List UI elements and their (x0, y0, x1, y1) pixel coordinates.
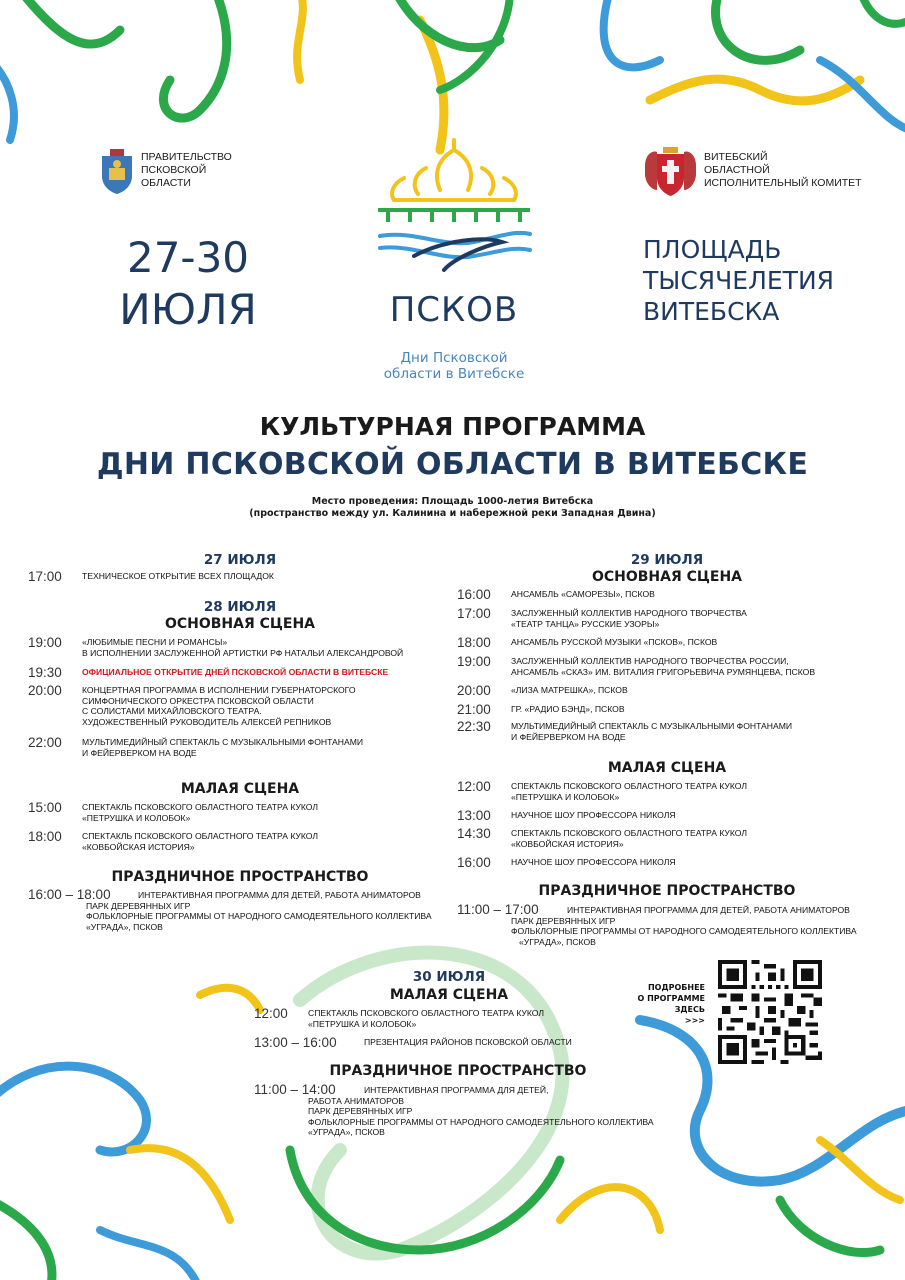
day-heading-29: 29 ИЮЛЯ (630, 552, 704, 568)
schedule-item: 16:00 – 18:00 ИНТЕРАКТИВНАЯ ПРОГРАММА ДЛЯ ДЕТЕЙ, РАБОТА АНИМАТОРОВ ПАРК ДЕРЕВЯННЫХ ИГР ФОЛЬКЛОРНЫЕ ПРОГРАММЫ ОТ НАРОДНОГО САМОДЕЯТЕЛЬНОГО КОЛЛЕКТИВА «УГРАДА», ПСКОВ (28, 887, 432, 932)
ribbon-yellow (200, 988, 260, 1010)
schedule-item: 12:00 СПЕКТАКЛЬ ПСКОВСКОГО ОБЛАСТНОГО ТЕАТРА КУКОЛ «ПЕТРУШКА И КОЛОБОК» (457, 779, 748, 802)
ribbon-green (780, 1200, 880, 1253)
main-stage-heading: ОСНОВНАЯ СЦЕНА (591, 569, 743, 585)
logo-wordmark: ПСКОВ (389, 290, 519, 330)
schedule-item: 11:00 – 14:00 ИНТЕРАКТИВНАЯ ПРОГРАММА ДЛЯ ДЕТЕЙ, РАБОТА АНИМАТОРОВ ПАРК ДЕРЕВЯННЫХ ИГР ФОЛЬКЛОРНЫЕ ПРОГРАММЫ ОТ НАРОДНОГО САМОДЕЯТЕЛЬНОГО КОЛЛЕКТИВА «УГРАДА», ПСКОВ (254, 1082, 654, 1137)
schedule-item: 11:00 – 17:00 ИНТЕРАКТИВНАЯ ПРОГРАММА ДЛЯ ДЕТЕЙ, РАБОТА АНИМАТОРОВ ПАРК ДЕРЕВЯННЫХ ИГР ФОЛЬКЛОРНЫЕ ПРОГРАММЫ ОТ НАРОДНОГО САМОДЕЯТЕЛЬНОГО КОЛЛЕКТИВА «УГРАДА», ПСКОВ (457, 902, 857, 947)
ribbon-blue (0, 1066, 146, 1152)
small-stage-heading: МАЛАЯ СЦЕНА (389, 987, 509, 1003)
venue-info: Место проведения: Площадь 1000-летия Витебска (пространство между ул. Калинина и набережной реки Западная Двина) (249, 496, 656, 519)
ribbon-green (0, 1200, 52, 1280)
festive-space-heading: ПРАЗДНИЧНОЕ ПРОСТРАНСТВО (111, 869, 369, 885)
right-organization-name: ВИТЕБСКИЙ ОБЛАСТНОЙ ИСПОЛНИТЕЛЬНЫЙ КОМИТЕТ (704, 151, 862, 189)
ribbon-yellow (820, 1140, 900, 1200)
schedule-item: 21:00 ГР. «РАДИО БЭНД», ПСКОВ (457, 702, 625, 717)
schedule-item: 12:00 СПЕКТАКЛЬ ПСКОВСКОГО ОБЛАСТНОГО ТЕАТРА КУКОЛ «ПЕТРУШКА И КОЛОБОК» (254, 1006, 545, 1029)
ribbon-yellow (297, 0, 303, 80)
program-title: КУЛЬТУРНАЯ ПРОГРАММА (259, 412, 646, 441)
schedule-item: 16:00 НАУЧНОЕ ШОУ ПРОФЕССОРА НИКОЛЯ (457, 855, 676, 870)
schedule-item-highlight: 19:30 ОФИЦИАЛЬНОЕ ОТКРЫТИЕ ДНЕЙ ПСКОВСКОЙ ОБЛАСТИ В ВИТЕБСКЕ (28, 665, 389, 680)
ribbon-yellow (560, 1187, 660, 1230)
day-heading-28: 28 ИЮЛЯ (203, 599, 277, 615)
pskov-region-emblem-icon (100, 148, 134, 194)
qr-caption: ПОДРОБНЕЕ О ПРОГРАММЕ ЗДЕСЬ >>> (637, 983, 705, 1025)
festive-space-heading: ПРАЗДНИЧНОЕ ПРОСТРАНСТВО (538, 883, 796, 899)
ribbon-blue (100, 1230, 200, 1280)
ribbon-green (715, 0, 800, 60)
ribbon-yellow (130, 1148, 230, 1220)
schedule-item: 19:00 ЗАСЛУЖЕННЫЙ КОЛЛЕКТИВ НАРОДНОГО ТВОРЧЕСТВА РОССИИ, АНСАМБЛЬ «СКАЗ» ИМ. ВИТАЛИЯ ГРИГОРЬЕВИЧА РУМЯНЦЕВА, ПСКОВ (457, 654, 816, 677)
event-place: ПЛОЩАДЬ ТЫСЯЧЕЛЕТИЯ ВИТЕБСКА (643, 235, 835, 326)
schedule-item: 18:00 АНСАМБЛЬ РУССКОЙ МУЗЫКИ «ПСКОВ», ПСКОВ (457, 635, 718, 650)
event-dates: 27-30 ИЮЛЯ (119, 233, 257, 334)
schedule-item: 22:00 МУЛЬТИМЕДИЙНЫЙ СПЕКТАКЛЬ С МУЗЫКАЛЬНЫМИ ФОНТАНАМИ И ФЕЙЕРВЕРКОМ НА ВОДЕ (28, 735, 364, 758)
festive-space-heading: ПРАЗДНИЧНОЕ ПРОСТРАНСТВО (329, 1063, 587, 1079)
main-stage-heading: ОСНОВНАЯ СЦЕНА (164, 616, 316, 632)
ribbon-yellow (650, 79, 860, 101)
schedule-item: 13:00 – 16:00 ПРЕЗЕНТАЦИЯ РАЙОНОВ ПСКОВСКОЙ ОБЛАСТИ (254, 1035, 572, 1050)
program-subtitle: ДНИ ПСКОВСКОЙ ОБЛАСТИ В ВИТЕБСКЕ (96, 447, 809, 482)
schedule-item: 17:00 ЗАСЛУЖЕННЫЙ КОЛЛЕКТИВ НАРОДНОГО ТВОРЧЕСТВА «ТЕАТР ТАНЦА» РУССКИЕ УЗОРЫ» (457, 606, 747, 629)
ribbon-green (163, 0, 226, 118)
pskov-kremlin-logo-icon (374, 138, 534, 288)
small-stage-heading: МАЛАЯ СЦЕНА (180, 781, 300, 797)
ribbon-green (395, 0, 500, 48)
ribbon-green (20, 0, 120, 44)
small-stage-heading: МАЛАЯ СЦЕНА (607, 760, 727, 776)
schedule-item: 16:00 АНСАМБЛЬ «САМОРЕЗЫ», ПСКОВ (457, 587, 655, 602)
schedule-item: 18:00 СПЕКТАКЛЬ ПСКОВСКОГО ОБЛАСТНОГО ТЕАТРА КУКОЛ «КОВБОЙСКАЯ ИСТОРИЯ» (28, 829, 319, 852)
schedule-item: 14:30 СПЕКТАКЛЬ ПСКОВСКОГО ОБЛАСТНОГО ТЕАТРА КУКОЛ «КОВБОЙСКАЯ ИСТОРИЯ» (457, 826, 748, 849)
schedule-item: 17:00 ТЕХНИЧЕСКОЕ ОТКРЫТИЕ ВСЕХ ПЛОЩАДОК (28, 569, 274, 584)
schedule-item: 19:00 «ЛЮБИМЫЕ ПЕСНИ И РОМАНСЫ» В ИСПОЛНЕНИИ ЗАСЛУЖЕННОЙ АРТИСТКИ РФ НАТАЛЬИ АЛЕКСАНДРОВОЙ (28, 635, 404, 658)
left-organization-name: ПРАВИТЕЛЬСТВО ПСКОВСКОЙ ОБЛАСТИ (141, 151, 232, 189)
qr-code-icon[interactable] (718, 960, 822, 1064)
schedule-item: 13:00 НАУЧНОЕ ШОУ ПРОФЕССОРА НИКОЛЯ (457, 808, 676, 823)
day-heading-30: 30 ИЮЛЯ (412, 969, 486, 985)
ribbon-blue (604, 0, 660, 67)
ribbon-green (860, 0, 905, 24)
vitebsk-region-emblem-icon (643, 146, 698, 196)
schedule-item: 15:00 СПЕКТАКЛЬ ПСКОВСКОГО ОБЛАСТНОГО ТЕАТРА КУКОЛ «ПЕТРУШКА И КОЛОБОК» (28, 800, 319, 823)
logo-subtitle: Дни Псковской области в Витебске (383, 350, 525, 382)
schedule-item: 22:30 МУЛЬТИМЕДИЙНЫЙ СПЕКТАКЛЬ С МУЗЫКАЛЬНЫМИ ФОНТАНАМИ И ФЕЙЕРВЕРКОМ НА ВОДЕ (457, 719, 793, 742)
schedule-item: 20:00 КОНЦЕРТНАЯ ПРОГРАММА В ИСПОЛНЕНИИ ГУБЕРНАТОРСКОГО СИМФОНИЧЕСКОГО ОРКЕСТРА ПСКОВСКОЙ ОБЛАСТИ С СОЛИСТАМИ МИХАЙЛОВСКОГО ТЕАТРА. ХУДОЖЕСТВЕННЫЙ РУКОВОДИТЕЛЬ АЛЕКСЕЙ РЕПНИКОВ (28, 683, 356, 727)
ribbon-blue (0, 60, 14, 140)
day-heading-27: 27 ИЮЛЯ (203, 552, 277, 568)
schedule-item: 20:00 «ЛИЗА МАТРЕШКА», ПСКОВ (457, 683, 628, 698)
